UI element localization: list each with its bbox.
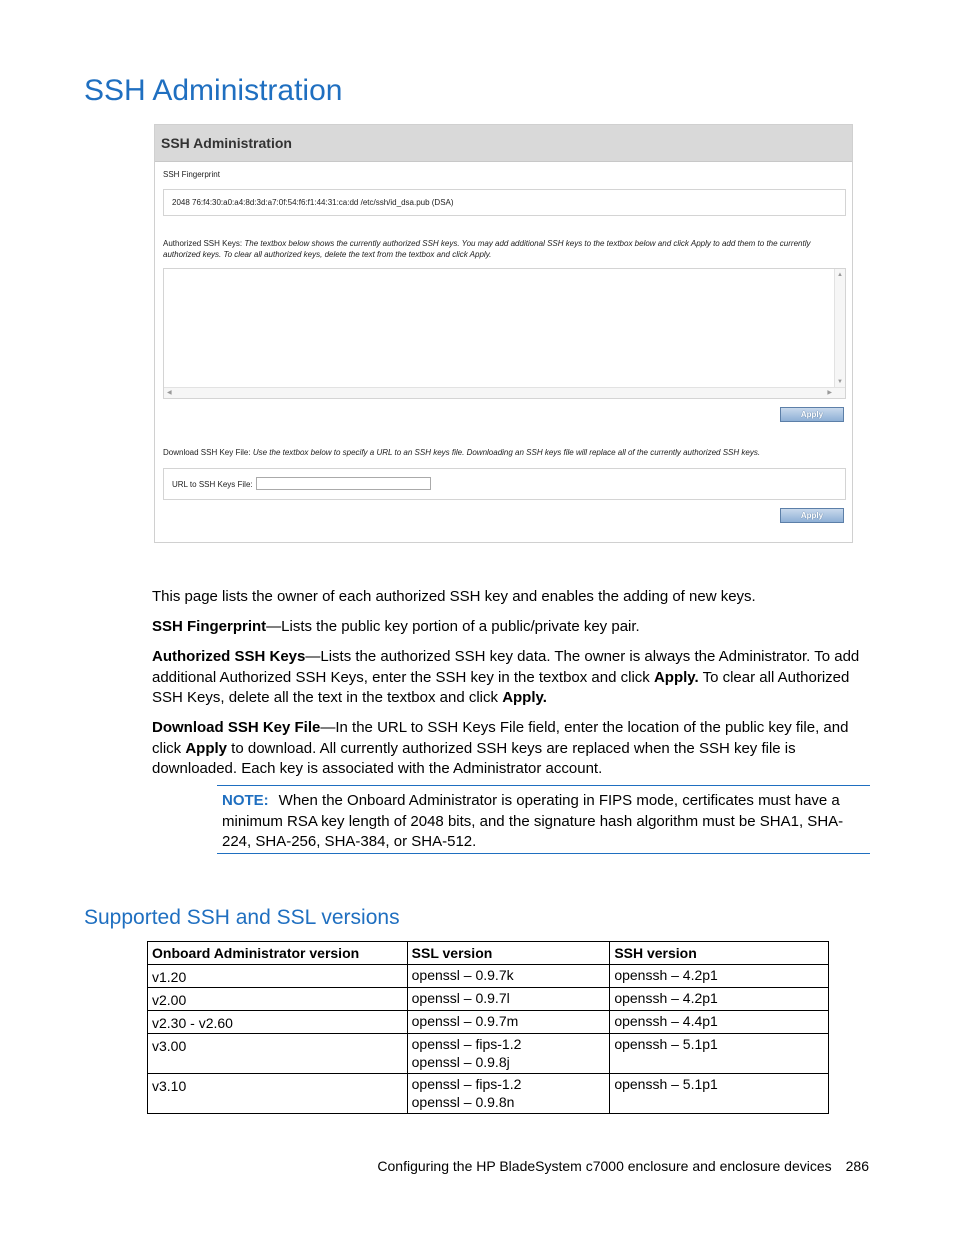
auth-apply-1: Apply. (653, 668, 699, 686)
oa-version-cell: v2.30 - v2.60 (148, 1011, 408, 1034)
auth-desc-1: —Lists the authorized SSH key data. The owner is always the Administrator. To add additional Authorized SSH Keys, enter the SSH key in the textbox and click (152, 648, 860, 686)
ssh-line: openssh – 4.4p1 (614, 1013, 718, 1029)
ssh-line: openssh – 4.2p1 (614, 990, 718, 1006)
vertical-scrollbar[interactable] (834, 269, 845, 388)
oa-version-cell: v3.10 (148, 1074, 408, 1114)
ssl-line: openssl – 0.9.7k (411, 967, 514, 983)
ssl-line: openssl – 0.9.8n (411, 1094, 515, 1110)
note-text: When the Onboard Administrator is operating in FIPS mode, certificates must have a minimum RSA key length of 2048 bits, and the signature hash algorithm must be SHA1, SHA-224, SHA-256, SHA-384, or SHA-512. (222, 792, 844, 850)
note-content (222, 791, 862, 853)
authorized-keys-help-line1: The textbox below shows the currently authorized SSH keys. You may add additional SSH keys to the textbox below and click Apply to add them to the currently (244, 239, 811, 248)
ssl-line: openssl – 0.9.7m (411, 1013, 519, 1029)
note-box (217, 785, 870, 854)
ssh-line: openssh – 4.2p1 (614, 967, 718, 983)
table-row (148, 1011, 829, 1034)
ssl-line: openssl – 0.9.7l (411, 990, 510, 1006)
download-apply: Apply (185, 739, 228, 757)
authorized-keys-term: Authorized SSH Keys (152, 648, 306, 665)
ssl-line: openssl – fips-1.2 (411, 1076, 522, 1092)
ssl-version-cell (407, 988, 610, 1011)
apply-download-button[interactable]: Apply (780, 508, 844, 523)
authorized-keys-textarea[interactable] (163, 268, 846, 399)
ssl-line: openssl – fips-1.2 (411, 1036, 522, 1052)
header-ssh-version: SSH version (610, 942, 829, 965)
authorized-keys-help-line2: authorized keys. To clear all authorized keys, delete the text from the textbox and click Apply. (163, 250, 492, 259)
scroll-down-icon[interactable]: ▼ (837, 379, 843, 385)
page-title: SSH Administration (84, 74, 343, 107)
download-desc-2: to download. All currently authorized SSH keys are replaced when the SSH key file is downloaded. Each key is associated with the Administrator account. (152, 739, 796, 777)
auth-desc-2: To clear all Authorized SSH Keys, delete all the text in the textbox and click (152, 668, 850, 706)
ssl-version-cell (407, 1074, 610, 1114)
fingerprint-value: 2048 76:f4:30:a0:a4:8d:3d:a7:0f:54:f6:f1:44:31:ca:dd /etc/ssh/id_dsa.pub (DSA) (172, 198, 454, 207)
url-field-box (163, 468, 846, 500)
url-input[interactable] (256, 477, 431, 490)
auth-apply-2: Apply. (502, 689, 547, 706)
download-keys-label: Download SSH Key File: (163, 448, 251, 457)
scroll-left-icon[interactable]: ◀ (167, 390, 172, 396)
authorized-keys-paragraph (152, 647, 872, 709)
fingerprint-desc: —Lists the public key portion of a public/private key pair. (266, 618, 640, 635)
ssl-line: openssl – 0.9.8j (411, 1054, 510, 1070)
scroll-right-icon[interactable]: ▶ (827, 390, 832, 396)
url-label: URL to SSH Keys File: (172, 480, 253, 489)
download-term: Download SSH Key File (152, 719, 321, 736)
header-oa-version: Onboard Administrator version (148, 942, 408, 965)
header-ssl-version: SSL version (407, 942, 610, 965)
apply-authorized-keys-button[interactable]: Apply (780, 407, 844, 422)
intro-paragraph: This page lists the owner of each authorized SSH key and enables the adding of new keys. (152, 588, 756, 605)
download-keys-help (163, 448, 760, 457)
oa-version-cell: v1.20 (148, 965, 408, 988)
ssl-version-cell (407, 1034, 610, 1074)
table-header-row (148, 942, 829, 965)
authorized-keys-label: Authorized SSH Keys: (163, 239, 243, 248)
authorized-keys-help (163, 238, 847, 260)
ssh-administration-screenshot (154, 124, 853, 543)
page-number: 286 (845, 1158, 869, 1174)
table-row (148, 965, 829, 988)
ssh-version-cell (610, 988, 829, 1011)
ssh-version-cell (610, 1074, 829, 1114)
oa-version-cell: v3.00 (148, 1034, 408, 1074)
download-keys-help-text: Use the textbox below to specify a URL to an SSH keys file. Downloading an SSH keys file will replace all of the currently authorized SSH keys. (252, 448, 761, 457)
note-label: NOTE: (222, 792, 269, 809)
fingerprint-label: SSH Fingerprint (163, 170, 220, 179)
oa-version-cell: v2.00 (148, 988, 408, 1011)
scroll-up-icon[interactable]: ▲ (837, 272, 843, 278)
ssh-version-cell (610, 1011, 829, 1034)
screenshot-title: SSH Administration (155, 125, 852, 162)
table-row (148, 1034, 829, 1074)
ssh-version-cell (610, 1034, 829, 1074)
ssh-line: openssh – 5.1p1 (614, 1076, 718, 1092)
ssl-version-cell (407, 1011, 610, 1034)
ssl-version-cell (407, 965, 610, 988)
download-desc-1: —In the URL to SSH Keys File field, enter the location of the public key file, and click (152, 719, 849, 757)
footer-text: Configuring the HP BladeSystem c7000 enclosure and enclosure devices (377, 1158, 832, 1174)
download-paragraph (152, 718, 872, 780)
table-row (148, 1074, 829, 1114)
section-heading: Supported SSH and SSL versions (84, 906, 400, 929)
fingerprint-paragraph (152, 617, 872, 638)
fingerprint-box (163, 189, 846, 216)
horizontal-scrollbar[interactable] (164, 387, 845, 398)
ssh-version-cell (610, 965, 829, 988)
page-footer (377, 1158, 869, 1174)
table-row (148, 988, 829, 1011)
versions-table (147, 941, 829, 1114)
fingerprint-term: SSH Fingerprint (152, 618, 267, 635)
ssh-line: openssh – 5.1p1 (614, 1036, 718, 1052)
